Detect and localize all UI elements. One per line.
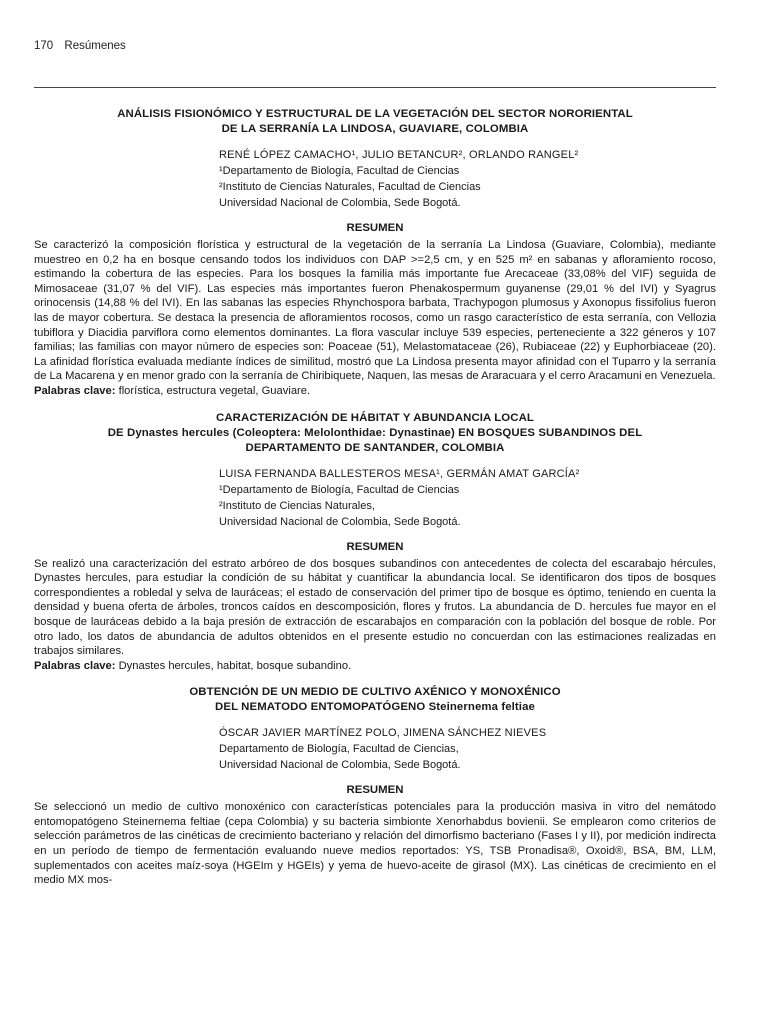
keywords-label: Palabras clave: [34,384,116,397]
affiliation: Universidad Nacional de Colombia, Sede Bogotá. [219,759,461,772]
affiliation: ¹Departamento de Biología, Facultad de Ciencias [219,483,460,496]
title-line: DEPARTAMENTO DE SANTANDER, COLOMBIA [245,441,505,454]
title-line: OBTENCIÓN DE UN MEDIO DE CULTIVO AXÉNICO Y MONOXÉNICO [189,686,561,699]
abstract-text: Se seleccionó un medio de cultivo monoxénico con características potenciales para la producción masiva in vitro del nemátodo entomopatógeno Steinernema feltiae (cepa Colombia) y su bacteria simbionte Xenorhabdus bovienii. Se emplearon como criterios de selección parámetros de las cinéticas de crecimiento bacteriano y relación del dimorfismo bacteriano (Fases I y II), por medición indirecta en un período de tiempo de fermentación evaluando nueve medios reportados: YS, TSB Pronadisa®, Oxoid®, BSA, BM, LLM, suplementados con aceites maíz-soya (HGEIm y HGEIs) y yema de huevo-aceite de girasol (MX). Las cinéticas de crecimiento en el medio MX mos- [34,801,716,887]
keywords-value: Dynastes hercules, habitat, bosque subandino. [115,659,352,672]
running-head [34,40,126,52]
title-line: CARACTERIZACIÓN DE HÁBITAT Y ABUNDANCIA LOCAL [216,411,534,424]
keywords [34,384,716,399]
affiliation: ¹Departamento de Biología, Facultad de Ciencias [219,165,460,177]
article-3 [34,685,716,888]
article-1 [34,107,716,399]
author-block [219,725,716,773]
article-title [34,107,716,137]
page-content [34,107,716,888]
resumen-heading: RESUMEN [346,784,404,797]
section-name: Resúmenes [64,40,126,52]
affiliation: Universidad Nacional de Colombia, Sede Bogotá. [219,197,461,209]
abstract-text: Se caracterizó la composición florística y estructural de la vegetación de la serranía La Lindosa (Guaviare, Colombia), mediante muestreo en 0,2 ha en bosque censando todos los individuos con DAP >=2,5 cm, y en 525 m² en sabanas y afloramiento rocoso, estimando la cobertura de las especies. Para los bosques la familia más importante fue Arecaceae (33,08% del VIF) seguida de Mimosaceae (31,07 % del VIF). Las especies más importantes fueron Phenakospermum guyanense (29,01 % del IVI) y Syagrus orinocensis (14,88 % del IVI). En las sabanas las especies Rhynchospora barbata, Trachypogon plumosus y Axonopus fissifolius fueron las de mayor cobertura. Se destaca la presencia de afloramientos rocosos, como un rasgo característico de esta serranía, con Vellozia tubiflora y Diacidia parviflora como elementos dominantes. La flora vascular incluye 539 especies, perteneciente a 322 géneros y 107 familias; las familias con mayor número de especies son: Poaceae (51), Melastomataceae (26), Rubiaceae (22) y Euphorbiaceae (20). La afinidad florística evaluada mediante índices de similitud, mostró que La Lindosa presenta mayor afinidad con el Tuparro y la serranía de La Macarena y en menor grado con la serranía de Chiribiquete, Naquen, las mesas de Araracuara y el cerro Aracamuni en Venezuela. [34,239,716,383]
article-title [34,411,716,456]
affiliation: ²Instituto de Ciencias Naturales, Facultad de Ciencias [219,181,481,193]
author-block [219,147,716,211]
keywords-value: florística, estructura vegetal, Guaviare. [115,384,311,397]
page-number: 170 [34,40,54,52]
title-line: DE LA SERRANÍA LA LINDOSA, GUAVIARE, COLOMBIA [221,123,529,135]
author-names: ÓSCAR JAVIER MARTÍNEZ POLO, JIMENA SÁNCHEZ NIEVES [219,727,547,740]
affiliation: ²Instituto de Ciencias Naturales, [219,499,375,512]
author-names: LUISA FERNANDA BALLESTEROS MESA¹, GERMÁN AMAT GARCÍA² [219,467,580,480]
title-line: DE Dynastes hercules (Coleoptera: Melolonthidae: Dynastinae) EN BOSQUES SUBANDINOS DEL [107,426,643,439]
article-title [34,685,716,715]
title-line: ANÁLISIS FISIONÓMICO Y ESTRUCTURAL DE LA VEGETACIÓN DEL SECTOR NORORIENTAL [117,108,633,120]
title-line: DEL NEMATODO ENTOMOPATÓGENO Steinernema feltiae [215,701,535,714]
resumen-heading: RESUMEN [346,222,404,234]
author-names: RENÉ LÓPEZ CAMACHO¹, JULIO BETANCUR², ORLANDO RANGEL² [219,149,579,161]
article-2 [34,411,716,674]
affiliation: Departamento de Biología, Facultad de Ciencias, [219,743,459,756]
affiliation: Universidad Nacional de Colombia, Sede Bogotá. [219,515,461,528]
keywords-label: Palabras clave: [34,659,116,672]
author-block [219,466,716,530]
resumen-heading: RESUMEN [346,540,404,553]
abstract-text: Se realizó una caracterización del estrato arbóreo de dos bosques subandinos con antecedentes de colecta del escarabajo hércules, Dynastes hercules, para estudiar la condición de su hábitat y cuantificar la abundancia local. Se identificaron dos tipos de bosques correspondientes a robledal y selva de lauráceas; el estado de conservación del primer tipo de bosque es óptimo, teniendo en cuenta la densidad y buena oferta de árboles, troncos caídos en descomposición, flores y frutos. La abundancia de D. hercules fue mayor en el bosque de lauráceas debido a la baja presión de extracción de escarabajos en comparación con la población del bosque de roble. Por otro lado, los datos de abundancia de adultos obtenidos en el presente estudio no concuerdan con las estimaciones realizadas en trabajos similares. [34,557,716,658]
header-rule [34,87,716,88]
keywords [34,659,716,674]
